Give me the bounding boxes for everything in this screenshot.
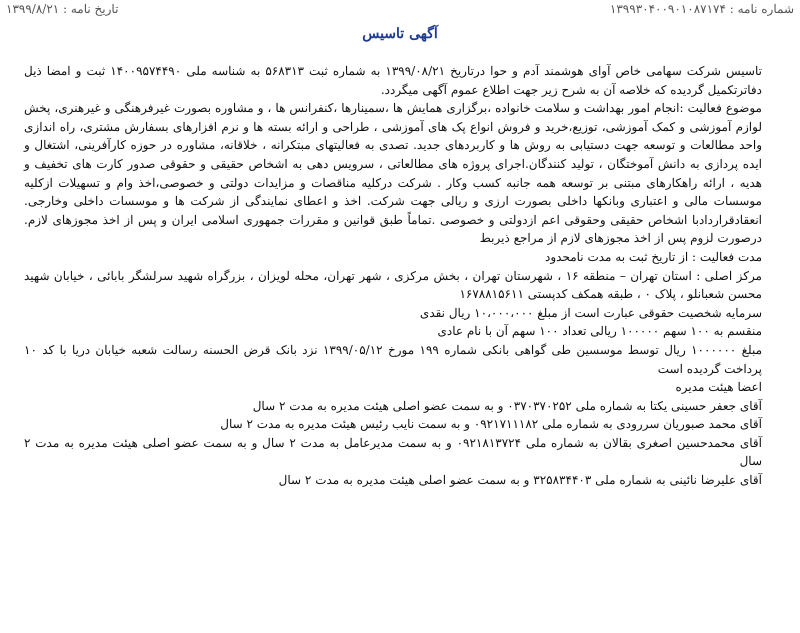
board-member: آقای محمد صبوریان سررودی به شماره ملی ۰۹۲۱۷۱۱۱۸۲ و به سمت نایب رئیس هیئت مدیره به مدت ۲ سال xyxy=(220,417,762,432)
paragraph-duration: مدت فعالیت : از تاریخ ثبت به مدت نامحدود xyxy=(545,249,762,264)
paragraph-payment: مبلغ ۱۰۰۰۰۰۰ ریال توسط موسسین طی گواهی بانکی شماره ۱۹۹ مورخ ۱۳۹۹/۰۵/۱۲ نزد بانک قرض الحسنه رسالت شعبه خیابان دریا با کد ۱۰ پرداخت گردیده است xyxy=(24,342,762,376)
board-heading: اعضا هیئت مدیره xyxy=(675,380,762,395)
letter-header xyxy=(6,2,794,20)
board-member: آقای محمدحسین اصغری بقالان به شماره ملی ۰۹۲۱۸۱۳۷۲۴ و به سمت مدیرعامل به مدت ۲ سال و به سمت عضو اصلی هیئت مدیره به مدت ۲ سال xyxy=(24,435,762,469)
paragraph-activity: موضوع فعالیت :انجام امور بهداشت و سلامت خانواده ،برگزاری همایش ها ،سمینارها ،کنفرانس ها ، و مشاوره بصورت غیرفرهنگی و غیرهنری، پخش لوازم آموزشی و کمک آموزشی، توزیع،خرید و فروش انواع پک های آموزشی ، طراحی و ارائه بسته ها و نرم افزارهای بسفارش مشتری، راه اندازی واحد مطالعات و توسعه جهت دستیابی به روش ها و کاربردهای جدید. تصدی به فعالیتهای مبتکرانه ، خلاقانه، مشاوره در حوزه کارآفرینی، اشتغال و ایده پردازی به دانش آموختگان ، تولید کنندگان.اجرای پروژه های مطالعاتی ، سرویس دهی به اشخاص حقیقی و حقوقی صدور کارت های تخفیف و هدیه ، ارائه راهکارهای مبتنی بر توسعه همه جانبه کسب وکار . شرکت درکلیه مناقصات و مزایدات دولتی و خصوصی،اخذ وام و تسهیلات ازکلیه موسسات مالی و اعتباری وبانکها داخلی بصورت ارزی و ریالی جهت شرکت. اخذ و اعطای نمایندگی از شرکت ها و موسسات داخلی وخارجی. انعقادقراردادبا اشخاص حقیقی وحقوقی اعم ازدولتی و خصوصی .تماماً طبق قوانین و مقررات جمهوری اسلامی ایران و پس از اخذ مجوزهای لازم. درصورت لزوم پس از اخذ مجوزهای لازم از مراجع ذیربط xyxy=(24,101,763,246)
paragraph-founding: تاسیس شرکت سهامی خاص آوای هوشمند آدم و حوا درتاریخ ۱۳۹۹/۰۸/۲۱ به شماره ثبت ۵۶۸۳۱۳ به شناسه ملی ۱۴۰۰۹۵۷۴۴۹۰ ثبت و امضا ذیل دفاترتکمیل گردیده که خلاصه آن به شرح زیر جهت اطلاع عموم آگهی میگردد. xyxy=(24,64,762,97)
announcement-body xyxy=(24,62,762,490)
board-member: آقای جعفر حسینی یکتا به شماره ملی ۰۳۷۰۳۷۰۲۵۲ و به سمت عضو اصلی هیئت مدیره به مدت ۲ سال xyxy=(252,398,762,413)
paragraph-shares: منقسم به ۱۰۰ سهم ۱۰۰۰۰۰ ریالی تعداد ۱۰۰ سهم آن با نام عادی xyxy=(437,324,762,339)
board-member: آقای علیرضا نائینی به شماره ملی ۳۲۵۸۳۴۴۰۳ و به سمت عضو اصلی هیئت مدیره به مدت ۲ سال xyxy=(278,473,762,488)
paragraph-address: مرکز اصلی : استان تهران – منطقه ۱۶ ، شهرستان تهران ، بخش مرکزی ، شهر تهران، محله لویزان ، بزرگراه شهید سرلشگر بابائی ، خیابان شهید محسن شعبانلو ، پلاک ۰ ، طبقه همکف کدپستی ۱۶۷۸۸۱۵۶۱۱ xyxy=(24,268,762,302)
paragraph-capital: سرمایه شخصیت حقوقی عبارت است از مبلغ ۱۰،۰۰۰،۰۰۰ ریال نقدی xyxy=(419,305,762,320)
letter-number: شماره نامه : ۱۳۹۹۳۰۴۰۰۹۰۱۰۸۷۱۷۴ xyxy=(609,2,794,16)
page-title: آگهی تاسیس xyxy=(362,26,438,42)
letter-date: تاریخ نامه : ۱۳۹۹/۸/۲۱ xyxy=(6,2,119,16)
